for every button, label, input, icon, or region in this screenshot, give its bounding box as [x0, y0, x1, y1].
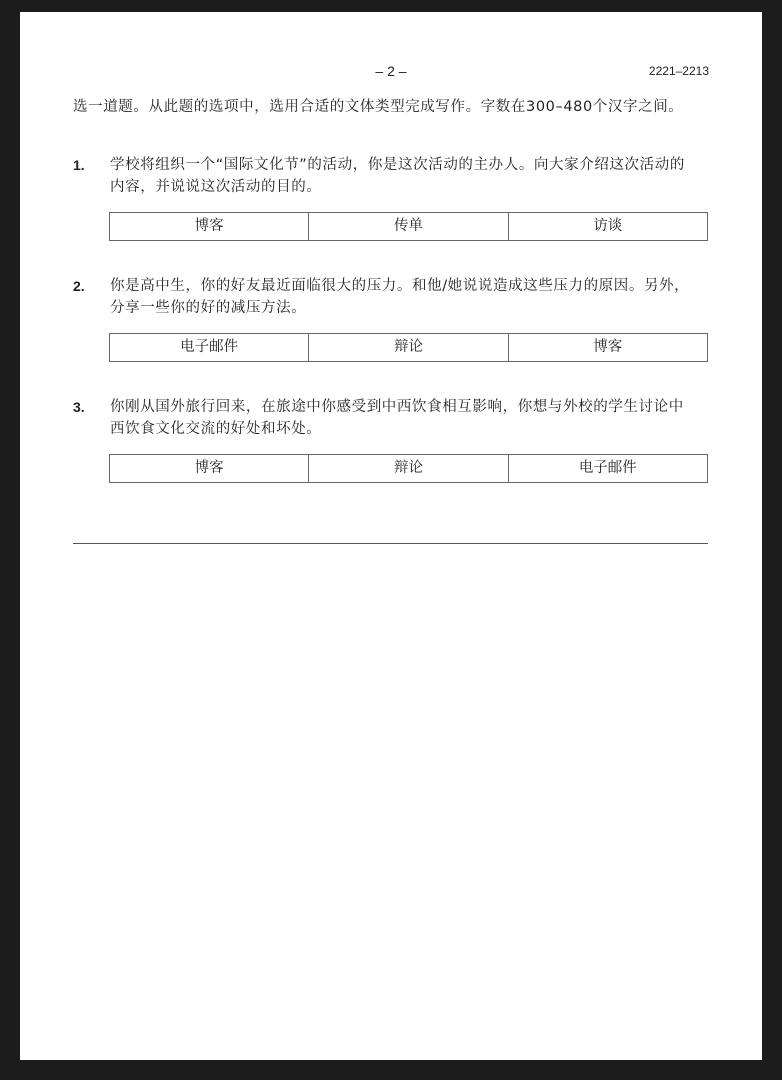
- question-number: 1.: [73, 157, 85, 173]
- option-cell: 博客: [110, 213, 309, 240]
- text-type-options: [109, 333, 708, 362]
- option-cell: 博客: [593, 339, 623, 355]
- exam-page: [20, 12, 762, 1060]
- instructions: 选一道题。从此题的选项中，选用合适的文体类型完成写作。字数在300–480个汉字之间。: [73, 99, 684, 115]
- page-number: – 2 –: [375, 63, 407, 79]
- question-number: 3.: [73, 399, 85, 415]
- question-text: 你是高中生，你的好友最近面临很大的压力。和他/她说说造成这些压力的原因。另外，分享一些你的好的减压方法。: [110, 278, 690, 316]
- question-number: 2.: [73, 278, 85, 294]
- question-text: 学校将组织一个“国际文化节”的活动，你是这次活动的主办人。向大家介绍这次活动的内容，并说说这次活动的目的。: [110, 157, 685, 195]
- option-cell: 博客: [110, 455, 309, 482]
- option-cell: 电子邮件: [110, 334, 309, 361]
- option-cell: 辩论: [309, 455, 508, 482]
- option-cell: 传单: [309, 213, 508, 240]
- divider-line: [73, 543, 708, 544]
- text-type-options: [109, 454, 708, 483]
- option-cell: 电子邮件: [578, 460, 637, 476]
- exam-code: 2221–2213: [648, 64, 709, 78]
- question-text: 你刚从国外旅行回来，在旅途中你感受到中西饮食相互影响，你想与外校的学生讨论中西饮食文化交流的好处和坏处。: [110, 399, 684, 437]
- text-type-options: [109, 212, 708, 241]
- option-cell: 访谈: [593, 218, 623, 234]
- option-cell: 辩论: [309, 334, 508, 361]
